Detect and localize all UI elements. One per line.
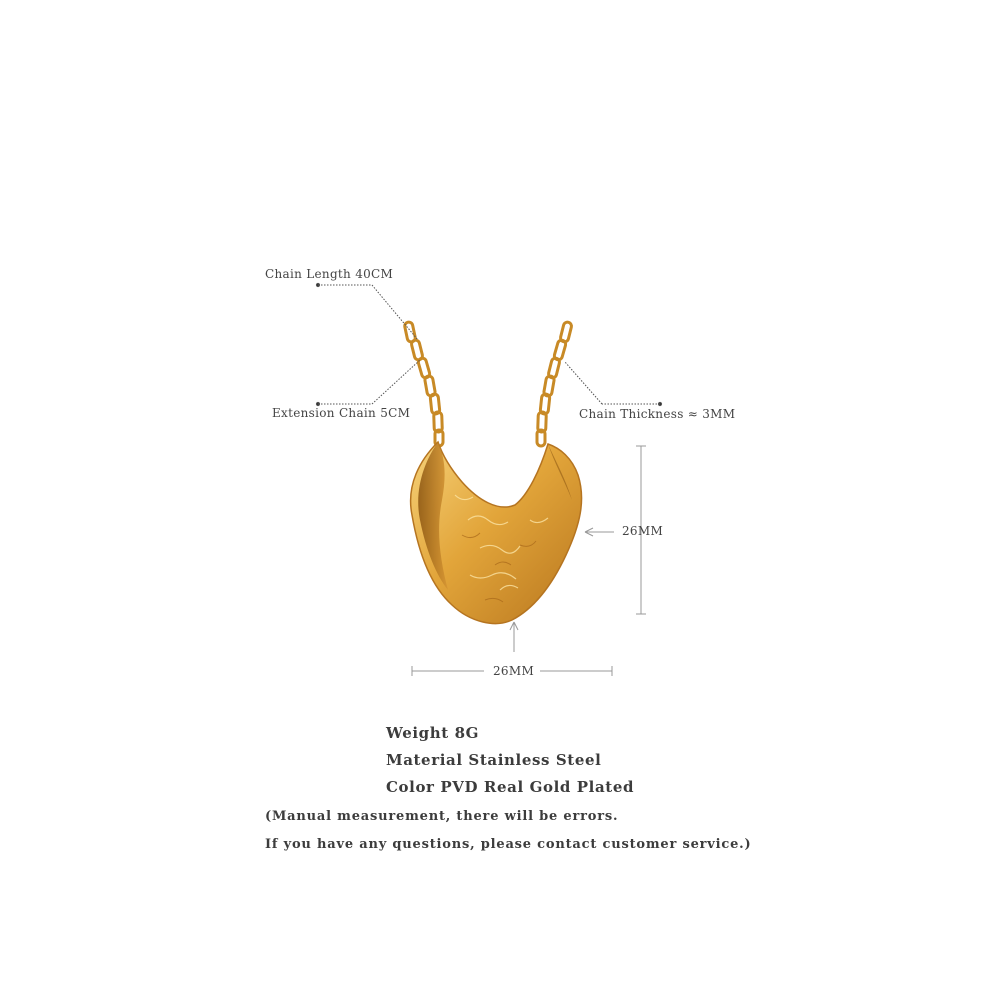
width-label: 26MM bbox=[493, 664, 535, 678]
color-spec: Color PVD Real Gold Plated bbox=[386, 778, 635, 796]
chain-length-label: Chain Length 40CM bbox=[265, 267, 394, 281]
annotation-lines bbox=[316, 283, 661, 405]
height-label: 26MM bbox=[622, 524, 664, 538]
disclaimer-line-1: (Manual measurement, there will be errors. bbox=[265, 809, 619, 824]
disclaimer-line-2: If you have any questions, please contact customer service.) bbox=[265, 837, 752, 852]
left-chain bbox=[404, 321, 443, 446]
extension-chain-label: Extension Chain 5CM bbox=[272, 406, 411, 420]
material-spec: Material Stainless Steel bbox=[386, 751, 602, 769]
chain-thickness-label: Chain Thickness ≈ 3MM bbox=[579, 407, 736, 421]
weight-spec: Weight 8G bbox=[386, 724, 480, 742]
right-chain bbox=[537, 321, 572, 446]
pendant bbox=[411, 442, 582, 624]
